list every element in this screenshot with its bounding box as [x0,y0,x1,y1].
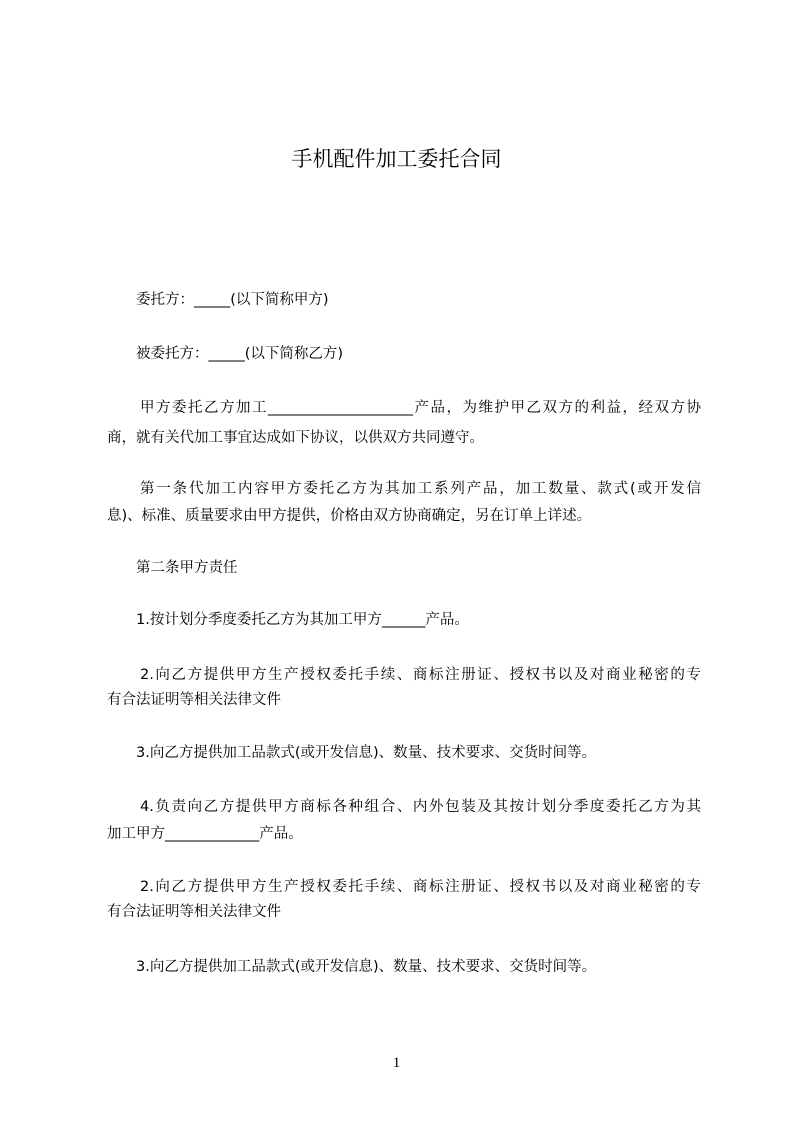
clause-4-line-1: 4.负责向乙方提供甲方商标各种组合、内外包装及其按计划分季度委托乙方为其 [140,799,701,815]
article-1-line-2: 息)、标准、质量要求由甲方提供，价格由双方协商确定，另在订单上详述。 [107,508,592,524]
document-title: 手机配件加工委托合同 [291,147,502,171]
clause-2b-line-2: 有合法证明等相关法律文件 [107,904,281,920]
clause-2-line-1: 2.向乙方提供甲方生产授权委托手续、商标注册证、授权书以及对商业秘密的专 [140,667,701,683]
clause-1: 1.按计划分季度委托乙方为其加工甲方______产品。 [136,612,469,628]
clause-3: 3.向乙方提供加工品款式(或开发信息)、数量、技术要求、交货时间等。 [136,745,597,761]
party-a-line: 委托方：_____(以下简称甲方) [136,292,329,308]
preamble-line-1: 甲方委托乙方加工____________________产品，为维护甲乙双方的利益，经双方协 [140,400,701,416]
clause-4-line-2: 加工甲方_____________产品。 [107,826,303,842]
party-b-line: 被委托方：_____(以下简称乙方) [136,346,344,362]
page-number: 1 [392,1055,401,1071]
clause-2-line-2: 有合法证明等相关法律文件 [107,692,281,708]
article-2-heading: 第二条甲方责任 [136,560,238,576]
clause-2b-line-1: 2.向乙方提供甲方生产授权委托手续、商标注册证、授权书以及对商业秘密的专 [140,879,701,895]
clause-3b: 3.向乙方提供加工品款式(或开发信息)、数量、技术要求、交货时间等。 [136,959,597,975]
article-1-line-1: 第一条代加工内容甲方委托乙方为其加工系列产品，加工数量、款式(或开发信 [140,481,701,497]
preamble-line-2: 商，就有关代加工事宜达成如下协议，以供双方共同遵守。 [107,430,484,446]
